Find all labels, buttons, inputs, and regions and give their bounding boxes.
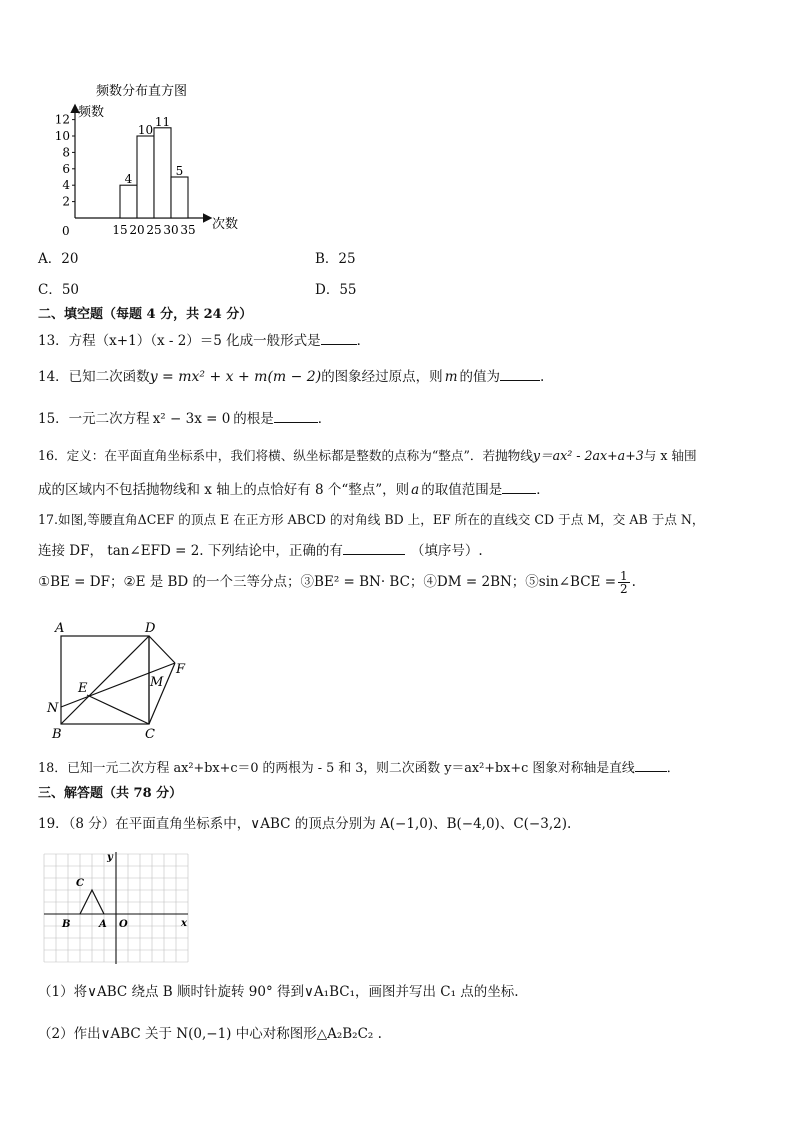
figure-19-grid [42,848,192,966]
q16-line1 [38,447,697,465]
bar-data-label: 11 [154,114,171,129]
q17-blank [343,542,405,555]
section3-title: 三、解答题（共 78 分） [38,786,183,801]
q17-line2-pre: 连接 DF， tan∠EFD = 2. 下列结论中，正确的有 [38,543,343,559]
y-tick-label: 4 [62,178,70,193]
q14-formula: y = mx² + x + m(m − 2) [149,369,322,385]
q16-line2-pre: 成的区域内不包括抛物线和 x 轴上的点恰好有 8 个“整点”，则 [38,482,410,498]
q15-formula: x² − 3x = 0 [152,411,231,427]
q16-formula: y＝ax² - 2ax+a+3 [532,448,644,463]
y-tick-label: 6 [62,161,70,176]
x-tick-label: 35 [180,223,196,237]
grid-label-o: O [119,919,128,930]
histogram-bar [137,136,154,218]
q18-end: ． [666,761,680,776]
x-tick-label: 25 [146,223,162,237]
histogram-bar [120,185,137,218]
q14-mid: 的图象经过原点，则 [321,369,443,385]
histogram-bar [171,177,188,218]
q17-fraction [618,570,630,595]
q13-text: 13．方程（x+1）（x - 2）＝5 化成一般形式是 [38,333,321,349]
grid-label-b: B [62,919,71,930]
q19-sub2: （2）作出∨ABC 关于 N(0,−1) 中心对称图形△A₂B₂C₂ . [38,1026,382,1042]
option-b: B．25 [315,251,356,267]
q16-line1-pre: 16．定义：在平面直角坐标系中，我们将横、纵坐标都是整数的点称为“整点”．若抛物线 [38,448,533,463]
q16-line1-post: 与 x 轴围 [643,448,697,463]
label-a: A [55,621,65,636]
chart-xlabel: 次数 [212,217,239,232]
chart-origin: 0 [62,224,70,238]
option-c: C．50 [38,282,80,298]
q16-line2-post: 的取值范围是 [421,482,503,498]
histogram-bar [154,128,171,218]
q17-frac-num: 1 [620,569,628,583]
q14-end: . [540,369,545,385]
bar-data-label: 5 [175,164,184,178]
label-c: C [145,727,155,742]
q16-var: a [411,482,420,498]
q13-blank [321,332,357,345]
segment-df [149,636,175,663]
q19-sub1: （1）将∨ABC 绕点 B 顺时针旋转 90° 得到∨A₁BC₁，画图并写出 C₁ 点的坐标. [38,984,519,1000]
option-d: D．55 [315,282,357,298]
grid-label-y: y [107,852,113,863]
q15-end: ． [317,411,332,427]
histogram-chart [40,78,250,238]
q15-pre: 15．一元二次方程 [38,411,150,427]
grid-label-a: A [99,919,107,930]
q19-text: 19．（8 分）在平面直角坐标系中，∨ABC 的顶点分别为 A(−1,0)、B(−4,0)、C(−3,2). [38,816,572,832]
label-e: E [78,681,88,696]
y-tick-label: 2 [62,194,70,209]
q17-frac-den: 2 [620,582,628,596]
label-n: N [47,701,59,716]
segment-ce [87,695,149,724]
chart-title: 频数分布直方图 [96,84,188,99]
q17-line3-end: . [631,574,636,590]
y-tick-label: 12 [54,112,70,127]
bar-data-label: 10 [137,123,154,137]
q17-line1: 17.如图,等腰直角ΔCEF 的顶点 E 在正方形 ABCD 的对角线 BD 上，EF 所在的直线交 CD 于点 M，交 AB 于点 N， [38,512,705,527]
q17-line2-post: （填序号）. [410,543,483,559]
label-d: D [145,621,156,636]
q14-var: m [444,369,458,385]
bar-data-label: 4 [124,172,133,187]
section2-title: 二、填空题（每题 4 分，共 24 分） [38,307,253,322]
q16-blank [502,481,536,494]
x-tick-label: 30 [163,223,179,237]
label-b: B [52,727,62,742]
q15 [38,410,331,428]
q17-line3 [38,570,636,595]
q14-blank [500,368,540,381]
q18-blank [635,759,667,772]
q16-line2 [38,481,550,499]
q13 [38,332,370,350]
diagonal-bd [61,636,149,724]
q18 [38,759,680,778]
grid-label-c: C [76,878,84,889]
q14 [38,368,544,386]
x-tick-label: 20 [129,223,145,237]
q13-end: ． [356,333,371,349]
label-f: F [176,662,186,677]
label-m: M [150,675,164,690]
grid-label-x: x [181,918,187,929]
q15-post: 的根是 [233,411,274,427]
x-tick-label: 15 [112,223,128,237]
q15-blank [274,410,318,423]
q14-pre: 14．已知二次函数 [38,369,150,385]
q14-post: 的值为 [459,369,500,385]
q17-line2 [38,542,483,560]
q16-line2-end: ． [536,482,550,498]
y-tick-label: 10 [54,129,70,143]
q18-text: 18．已知一元二次方程 ax²+bx+c＝0 的两根为 - 5 和 3，则二次函数 y＝ax²+bx+c 图象对称轴是直线 [38,761,635,776]
y-tick-label: 8 [62,145,70,160]
option-a: A．20 [38,251,79,267]
chart-ylabel: 频数 [78,105,105,120]
figure-17 [42,618,192,743]
q17-line3-text: ①BE = DF；②E 是 BD 的一个三等分点；③BE² = BN· BC；④DM = 2BN；⑤sin∠BCE = [38,574,617,590]
